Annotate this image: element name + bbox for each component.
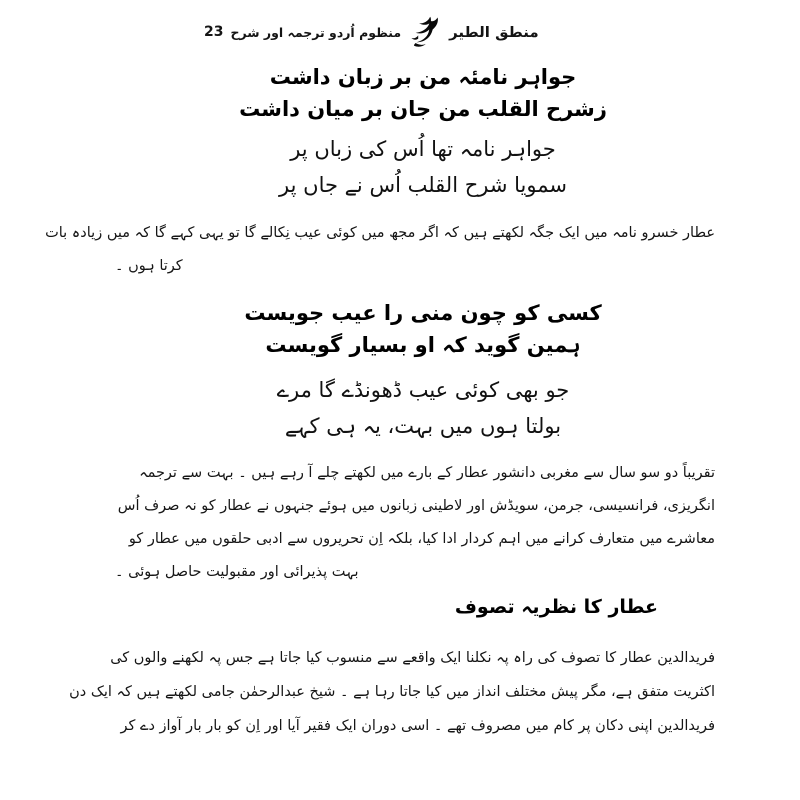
persian-couplet-1	[110, 61, 736, 125]
prose-line: انگریزی، فرانسیسی، جرمن، سویڈش اور لاطینی زبانوں میں ہوئے جنہوں نے عطار کو نہ صرف اُس	[117, 498, 715, 514]
header-subtitle: منظوم اُردو ترجمہ اور شرح	[230, 24, 402, 40]
urdu-couplet-2	[110, 372, 736, 444]
prose-line: کرتا ہوں ۔	[115, 258, 183, 274]
prose-line: فریدالدین اپنی دکان پر کام میں مصروف تھے ۔ اسی دوران ایک فقیر آیا اور اِن کو بار بار آواز دے کر	[120, 718, 715, 734]
urdu-verse-line: بولتا ہوں میں بہت، یہ ہی کہے	[284, 414, 562, 438]
prose-paragraph-1	[45, 217, 715, 283]
section-heading: عطار کا نظریہ تصوف	[454, 596, 658, 618]
persian-verse-line: ہمین گوید کہ او بسیار گویست	[265, 333, 581, 357]
prose-paragraph-3	[69, 641, 715, 743]
book-title: منطق الطیر	[449, 23, 539, 41]
page-header	[204, 14, 539, 50]
urdu-verse-line: جواہر نامہ تھا اُس کی زباں پر	[290, 137, 556, 161]
page-number: 23	[204, 24, 224, 40]
persian-couplet-2	[110, 297, 736, 361]
persian-verse-line: زشرح القلب من جان بر میان داشت	[239, 97, 607, 121]
prose-line: عطار خسرو نامہ میں ایک جگہ لکھتے ہیں کہ اگر مجھ میں کوئی عیب نِکالے گا تو یہی کہے گا کہ میں زیادہ بات	[45, 225, 715, 241]
persian-verse-line: کسی کو چون منی را عیب جویست	[244, 301, 602, 325]
prose-line: معاشرے میں متعارف کرانے میں اہم کردار ادا کیا، بلکہ اِن تحریروں سے ادبی حلقوں میں عطار کو	[128, 531, 715, 547]
prose-line: تقریباً دو سو سال سے مغربی دانشور عطار کے بارے میں لکھتے چلے آ رہے ہیں ۔ بہت سے ترجمہ	[139, 465, 715, 481]
prose-line: بہت پذیرائی اور مقبولیت حاصل ہوئی ۔	[115, 564, 359, 580]
urdu-verse-line: جو بھی کوئی عیب ڈھونڈے گا مرے	[276, 378, 570, 402]
persian-verse-line: جواہر نامئہ من بر زبان داشت	[269, 65, 577, 89]
urdu-verse-line: سمویا شرح القلب اُس نے جاں پر	[279, 173, 567, 197]
prose-line: فریدالدین عطار کا تصوف کی راہ پہ نکلنا ایک واقعے سے منسوب کیا جاتا ہے جس پہ لکھنے والوں کی	[110, 650, 715, 666]
urdu-couplet-1	[110, 131, 736, 203]
prose-line: اکثریت متفق ہے، مگر پیش مختلف انداز میں کیا جاتا رہا ہے ۔ شیخ عبدالرحمٰن جامی لکھتے ہیں کہ ایک دن	[69, 684, 715, 700]
prose-paragraph-2	[87, 457, 715, 589]
bird-logo-icon	[408, 15, 442, 49]
